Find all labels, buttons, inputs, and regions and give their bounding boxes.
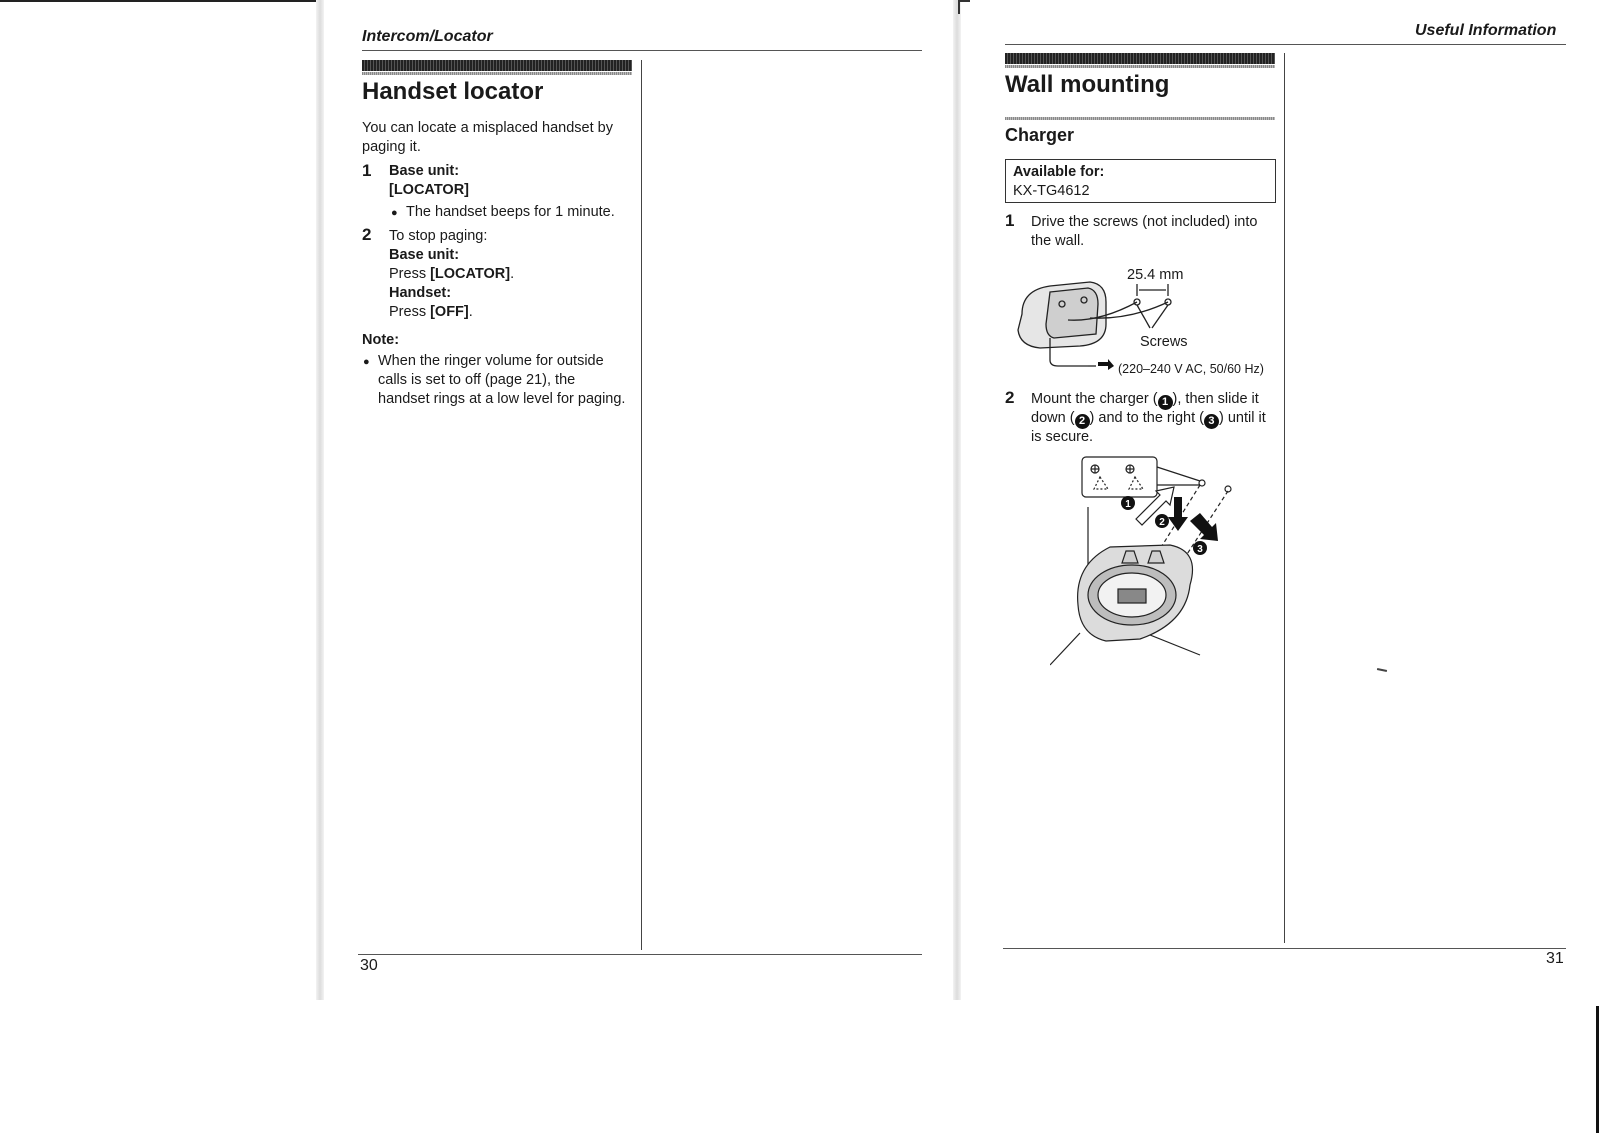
step-2-handset-label: Handset:: [389, 285, 452, 301]
step-2-number: 2: [362, 225, 372, 244]
wall-step-1-number: 1: [1005, 211, 1015, 230]
screws-label: Screws: [1140, 334, 1188, 350]
step-1-base-unit-label: Base unit:: [389, 163, 460, 179]
step-2-text-b: ), then slide it: [1172, 391, 1259, 407]
right-title-bar-underline: [1005, 65, 1275, 68]
center-fold-shadow: [953, 0, 961, 1000]
wall-step-2-line-2: [1031, 409, 1266, 429]
step-2-press-off-line: [389, 303, 473, 322]
off-key: [OFF]: [430, 304, 469, 320]
press-text: Press: [389, 304, 431, 320]
step-2-stop-paging: To stop paging:: [389, 228, 488, 244]
dimension-label: 25.4 mm: [1127, 267, 1184, 283]
page-title-wall-mounting: Wall mounting: [1005, 71, 1170, 98]
right-footer-rule: [1003, 948, 1566, 949]
right-title-bar: [1005, 53, 1275, 64]
right-page-number: 31: [1546, 950, 1564, 967]
scan-speck: [1377, 668, 1387, 672]
step-2-text-a: Mount the charger (: [1031, 391, 1158, 407]
marker-1-icon: 1: [1158, 395, 1173, 410]
locator-key: [LOCATOR]: [430, 266, 511, 282]
power-spec-label: (220–240 V AC, 50/60 Hz): [1118, 362, 1264, 376]
wall-step-2-line-3: is secure.: [1031, 429, 1094, 445]
note-line-1: ● When the ringer volume for outside: [378, 352, 604, 371]
step-2-text-c: down (: [1031, 410, 1075, 426]
available-for-box: [1005, 159, 1276, 203]
right-column-divider: [1284, 53, 1285, 943]
right-scan-edge: [1596, 1006, 1599, 1133]
available-for-label: Available for:: [1013, 164, 1105, 180]
left-title-bar-underline: [362, 72, 632, 75]
wall-step-1-line-2: the wall.: [1031, 233, 1085, 249]
wall-step-1-line-1: Drive the screws (not included) into: [1031, 214, 1258, 230]
marker-2-icon: 2: [1075, 414, 1090, 429]
top-left-scan-edge: [0, 0, 318, 2]
note-line-3: handset rings at a low level for paging.: [378, 391, 626, 407]
right-header-rule: [1005, 44, 1566, 45]
step-1-number: 1: [362, 161, 372, 180]
right-section-header: Useful Information: [1415, 22, 1557, 39]
period: .: [510, 266, 515, 282]
press-text: Press: [389, 266, 431, 282]
left-section-header: Intercom/Locator: [362, 28, 493, 45]
charger-mount-figure: [1050, 455, 1250, 675]
wall-step-2-number: 2: [1005, 388, 1015, 407]
left-column-divider: [641, 60, 642, 950]
subtitle-rule: [1005, 117, 1275, 120]
period: .: [468, 304, 473, 320]
step-2-base-unit-label: Base unit:: [389, 247, 460, 263]
figure-marker-3: 3: [1197, 544, 1203, 555]
step-2-press-locator-line: [389, 265, 514, 284]
step-2-text-d: ) and to the right (: [1089, 410, 1204, 426]
note-label: Note:: [362, 332, 400, 348]
left-title-bar: [362, 60, 632, 71]
left-page-number: 30: [360, 957, 378, 974]
marker-3-icon: 3: [1204, 414, 1219, 429]
left-footer-rule: [358, 954, 922, 955]
left-fold-shadow: [316, 0, 324, 1000]
power-arrow-icon: [1098, 359, 1114, 370]
charger-mount-illustration: [1050, 455, 1250, 675]
available-model: KX-TG4612: [1013, 183, 1090, 199]
wall-step-2-line-1: [1031, 390, 1259, 410]
subtitle-charger: Charger: [1005, 125, 1075, 145]
locator-intro-text: You can locate a misplaced handset by paging it.: [362, 120, 613, 155]
figure-marker-1: 1: [1125, 499, 1131, 510]
step-2-text-e: ) until it: [1218, 410, 1266, 426]
figure-marker-2: 2: [1159, 517, 1165, 528]
note-line-2: calls is set to off (page 21), the: [378, 372, 576, 388]
step-1-bullet-text: ● The handset beeps for 1 minute.: [406, 203, 615, 222]
page-title-handset-locator: Handset locator: [362, 78, 544, 105]
step-1-locator-key: [LOCATOR]: [389, 182, 470, 198]
left-header-rule: [362, 50, 922, 51]
center-fold-corner: [958, 0, 970, 14]
